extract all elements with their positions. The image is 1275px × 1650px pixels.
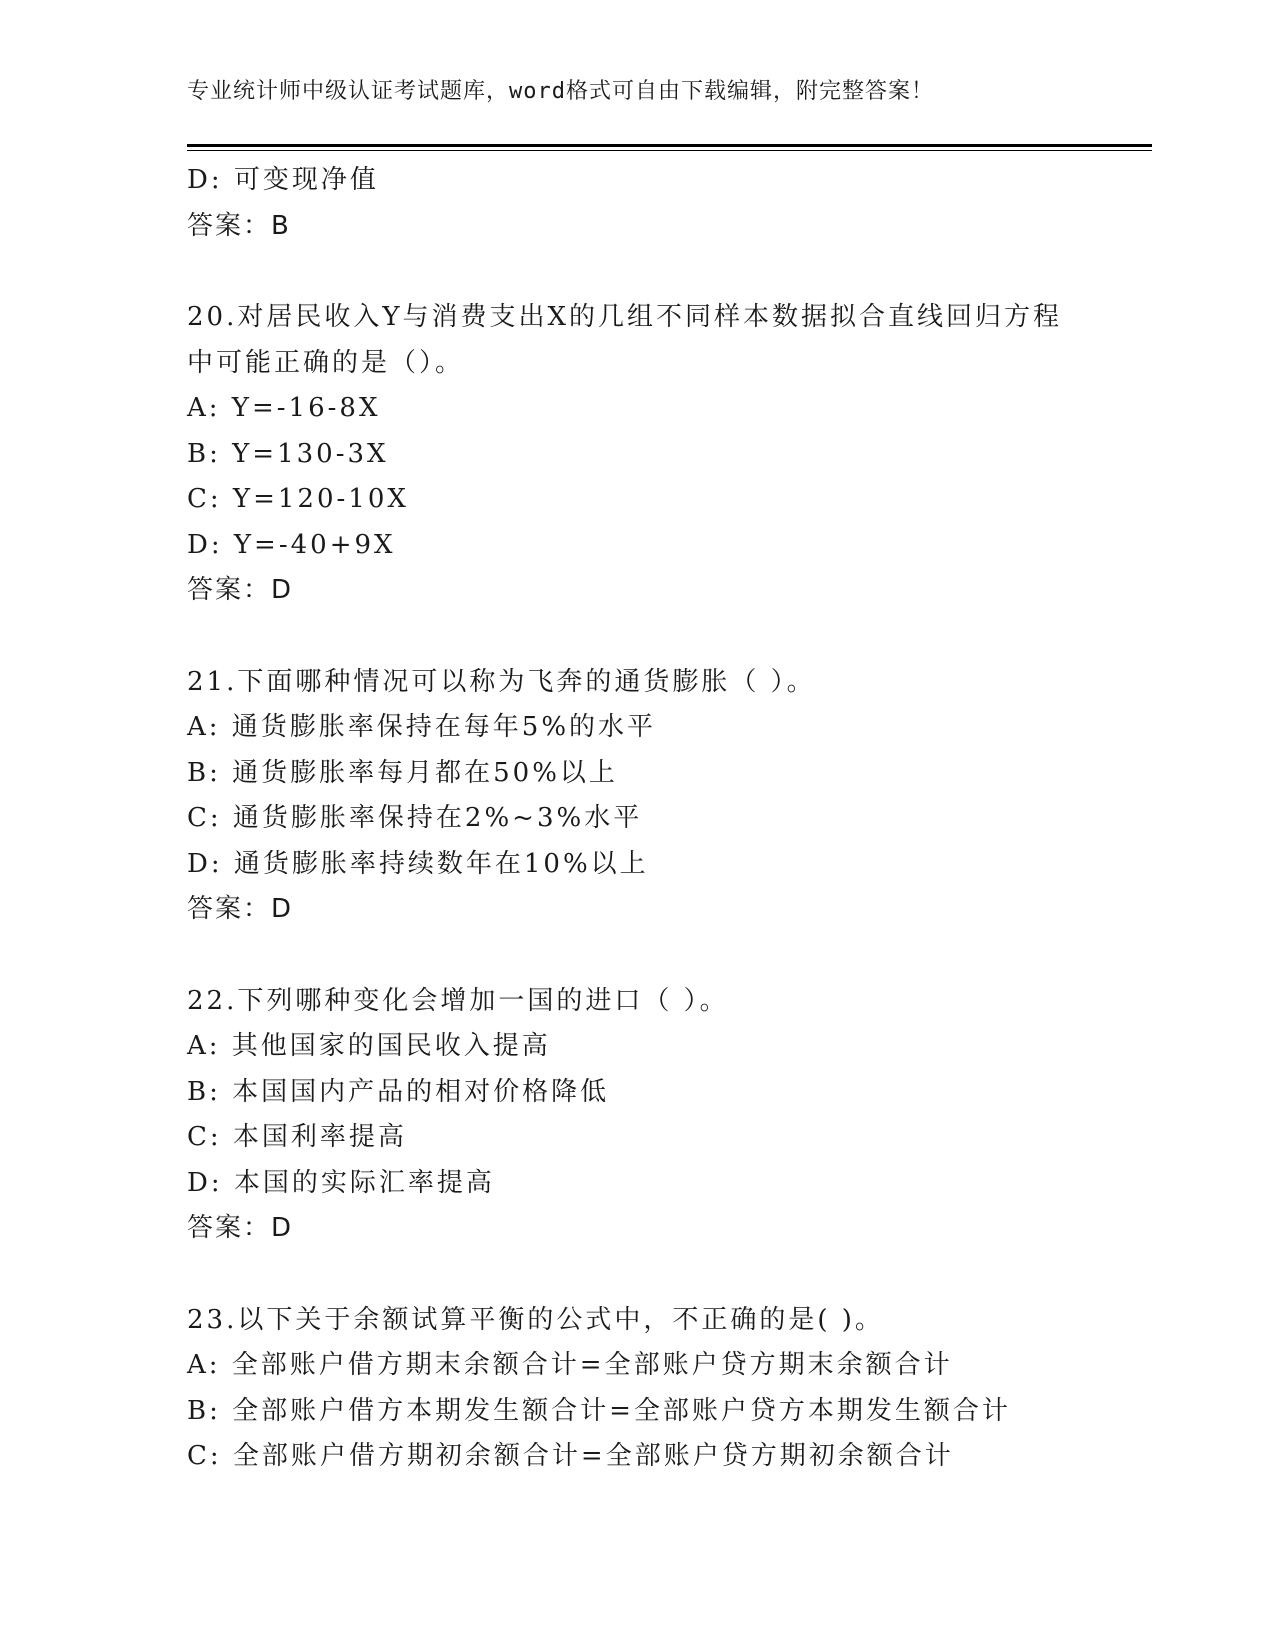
option-line: B: Y=130-3X	[187, 438, 389, 469]
question-block-19	[187, 158, 1117, 249]
option-line: C: Y=120-10X	[187, 484, 409, 514]
question-text: 23.以下关于余额试算平衡的公式中，不正确的是( )。	[187, 1304, 884, 1335]
question-block-22	[187, 979, 1117, 1252]
answer-line: 答案：B	[187, 210, 291, 241]
answer-line: 答案：D	[187, 1213, 294, 1243]
question-text: 21.下面哪种情况可以称为飞奔的通货膨胀（ ）。	[187, 666, 816, 697]
option-line: D: 通货膨胀率持续数年在10%以上	[187, 848, 649, 879]
option-line: D: Y=-40+9X	[187, 529, 396, 560]
option-line: B: 通货膨胀率每月都在50%以上	[187, 757, 618, 788]
block-spacer	[187, 614, 1117, 660]
question-text: 20.对居民收入Y与消费支出X的几组不同样本数据拟合直线回归方程	[187, 302, 1063, 332]
option-line: D: 可变现净值	[187, 165, 379, 195]
option-line: B: 本国国内产品的相对价格降低	[187, 1076, 610, 1107]
header-divider-thick	[187, 144, 1152, 147]
option-line: D: 本国的实际汇率提高	[187, 1167, 495, 1198]
option-line: A: 全部账户借方期末余额合计=全部账户贷方期末余额合计	[187, 1350, 953, 1380]
question-list	[187, 158, 1117, 1480]
block-spacer	[187, 1252, 1117, 1298]
option-line: C: 全部账户借方期初余额合计=全部账户贷方期初余额合计	[187, 1441, 954, 1471]
option-line: B: 全部账户借方本期发生额合计=全部账户贷方本期发生额合计	[187, 1395, 1011, 1426]
block-spacer	[187, 933, 1117, 979]
question-block-20	[187, 295, 1117, 614]
option-line: C: 通货膨胀率保持在2%~3%水平	[187, 803, 643, 833]
answer-line: 答案：D	[187, 894, 294, 924]
option-line: A: 通货膨胀率保持在每年5%的水平	[187, 712, 657, 742]
question-text: 中可能正确的是（）。	[187, 347, 465, 378]
option-line: C: 本国利率提高	[187, 1122, 407, 1152]
question-block-23	[187, 1298, 1117, 1480]
option-line: A: 其他国家的国民收入提高	[187, 1031, 551, 1061]
header-divider-thin	[187, 150, 1152, 151]
answer-line: 答案：D	[187, 575, 294, 605]
option-line: A: Y=-16-8X	[187, 393, 381, 423]
block-spacer	[187, 249, 1117, 295]
question-block-21	[187, 660, 1117, 933]
page-header: 专业统计师中级认证考试题库，word格式可自由下载编辑，附完整答案！	[187, 79, 934, 104]
question-text: 22.下列哪种变化会增加一国的进口（ ）。	[187, 985, 729, 1016]
